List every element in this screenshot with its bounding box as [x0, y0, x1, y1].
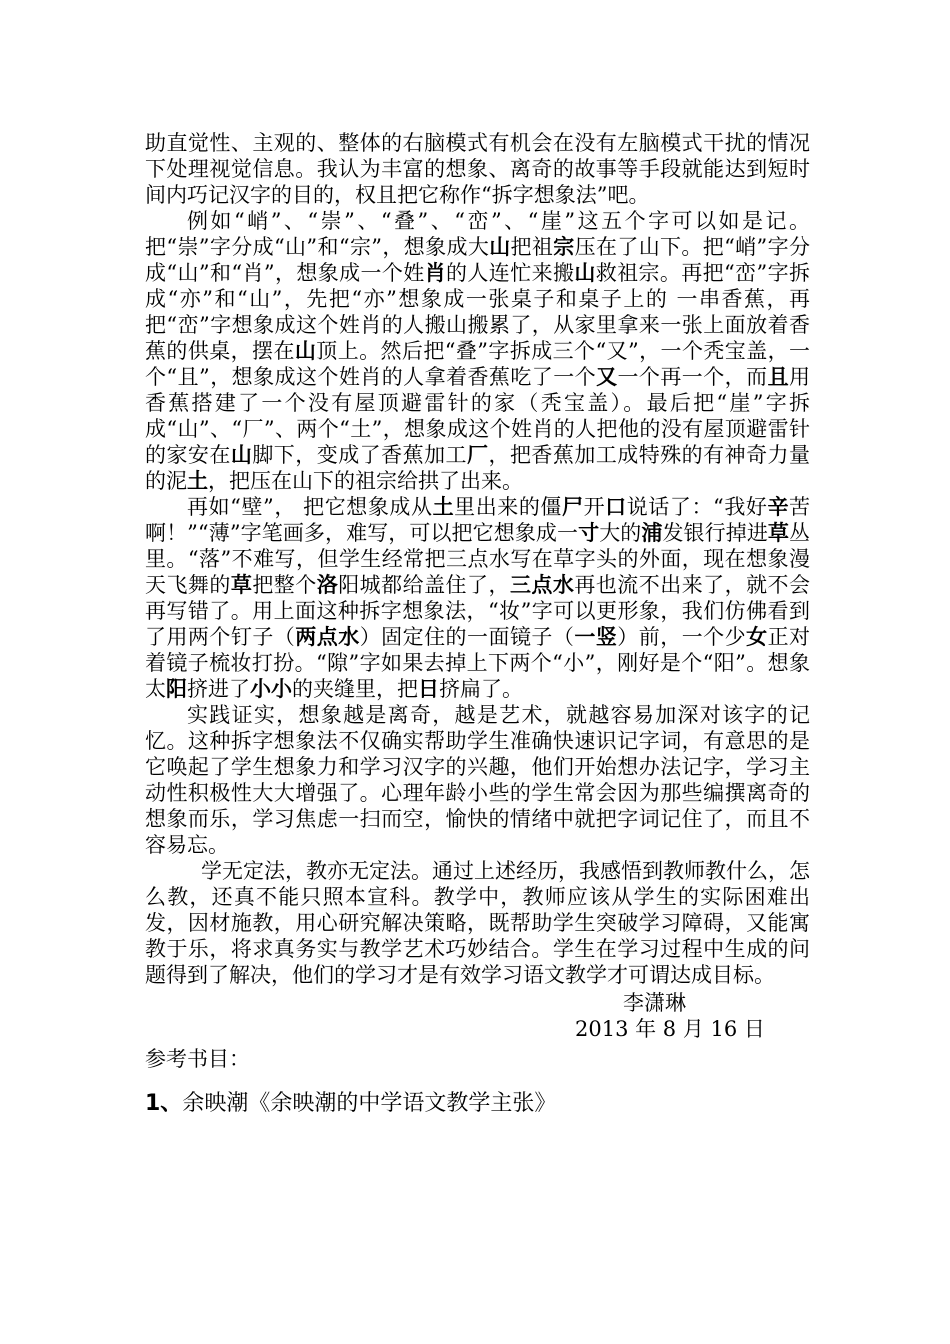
emphasized-character: 辛: [767, 495, 790, 519]
text-run: ，把香蕉加工成特殊的有神奇力量的泥: [145, 443, 811, 493]
emphasized-character: 尸: [562, 495, 584, 519]
body-text: [145, 130, 810, 988]
text-run: 压在了山下。把“峭”字分成“山”和“肖”，想象成一个姓: [145, 235, 811, 285]
text-run: 挤进了: [187, 677, 250, 701]
text-run: 学无定法，教亦无定法。通过上述经历，我感悟到教师教什么，怎么教，还真不能只照本宣科。教学中，教师应该从学生的实际困难出发，因材施教，用心研究解决策略，既帮助学生突破学习障碍，又能寓教于乐，将求真务实与教学艺术巧妙结合。学生在学习过程中生成的问题得到了解决，他们的学习才是有效学习语文教学才可谓达成目标。: [145, 859, 810, 987]
emphasized-character: 两点水: [295, 625, 360, 649]
text-run: 顶上。然后把“叠”字拆成三个“又”，一个秃宝盖，一个“且”，想象成这个姓肖的人拿着香蕉吃了一个: [145, 339, 811, 389]
emphasized-character: 三点水: [509, 573, 575, 597]
text-run: 的人连忙来搬: [446, 261, 575, 285]
text-run: 再也流不出来了，就不会再写错了。用上面这种拆字想象法，“妆”字可以更形象，我们仿佛看到了用两个钉子（: [145, 573, 811, 649]
emphasized-character: 寸: [578, 521, 600, 545]
text-run: 发银行掉进: [662, 521, 768, 545]
text-run: 说话了：“我好: [626, 495, 768, 519]
text-run: ）固定住的一面镜子（: [359, 625, 575, 649]
text-run: 的夹缝里，把: [292, 677, 418, 701]
text-run: 挤扁了。: [439, 677, 523, 701]
emphasized-character: 土: [187, 469, 208, 493]
emphasized-character: 土: [432, 495, 455, 519]
reference-number: 1、: [145, 1091, 183, 1116]
emphasized-character: 女: [746, 625, 768, 649]
emphasized-character: 山: [574, 261, 596, 285]
emphasized-character: 山: [294, 339, 317, 363]
text-run: 里出来的僵: [454, 495, 562, 519]
text-run: 脚下，变成了香蕉加工: [252, 443, 468, 467]
text-run: 把整个: [252, 573, 317, 597]
text-run: 正对着镜子梳妆打扮。“隙”字如果去掉上下两个“小”，刚好是个“阳”。想象太: [145, 625, 811, 701]
text-run: 再如“壁”， 把它想象成从: [187, 495, 433, 519]
text-run: 助直觉性、主观的、整体的右脑模式有机会在没有左脑模式干扰的情况下处理视觉信息。我认为丰富的想象、离奇的故事等手段就能达到短时间内巧记汉字的目的，权且把它称作“拆字想象法”吧。: [145, 131, 810, 207]
signature-date: 2013 年 8 月 16 日: [575, 1017, 765, 1041]
text-run: 实践证实，想象越是离奇，越是艺术，就越容易加深对该字的记忆。这种拆字想象法不仅确实帮助学生准确快速识记字词，有意思的是它唤起了学生想象力和学习汉字的兴趣，他们开始想办法记字，学习主动性积极性大大增强了。心理年龄小些的学生常会因为那些编撰离奇的想象而乐，学习焦虑一扫而空，愉快的情绪中就把字词记住了，而且不容易忘。: [145, 703, 810, 857]
paragraph: [145, 858, 810, 988]
emphasized-character: 口: [605, 495, 627, 519]
emphasized-character: 草: [767, 521, 790, 545]
emphasized-character: 洛: [316, 573, 339, 597]
emphasized-character: 宗: [553, 235, 575, 259]
references-heading: 参考书目：: [145, 1047, 250, 1071]
author-signature: 李潇琳: [623, 991, 686, 1015]
emphasized-character: 阳: [166, 677, 187, 701]
emphasized-character: 山: [489, 235, 511, 259]
text-run: ）前，一个少: [617, 625, 747, 649]
text-run: 丛里。“落”不难写，但学生经常把三点水写在草字头的外面，现在想象漫天飞舞的: [145, 521, 811, 597]
text-run: 例如“峭”、“崇”、“叠”、“峦”、“崖”这五个字可以如是记。把“崇”字分成“山”和“宗”，想象成大: [145, 209, 810, 259]
emphasized-character: 一竖: [574, 625, 618, 649]
text-run: 一个再一个，而: [617, 365, 768, 389]
document-page: [145, 130, 810, 1118]
text-run: 救祖宗。再把“峦”字拆成“亦”和“山”，先把“亦”想象成一张桌子和桌子上的 一串香蕉，再把“峦”字想象成这个姓肖的人搬山搬累了，从家里拿来一张上面放着香蕉的供桌，摆在: [145, 261, 811, 363]
emphasized-character: 浦: [641, 521, 663, 545]
text-run: 把祖: [510, 235, 554, 259]
paragraph: [145, 208, 810, 494]
reference-item: [145, 1090, 810, 1118]
paragraph: [145, 702, 810, 858]
text-run: ，把压在山下的祖宗给拱了出来。: [208, 469, 523, 493]
text-run: 苦啊！”“薄”字笔画多，难写，可以把它想象成一: [145, 495, 811, 545]
text-run: 开: [583, 495, 606, 519]
emphasized-character: 且: [767, 365, 789, 389]
text-run: 用香蕉搭建了一个没有屋顶避雷针的家（秃宝盖）。最后把“崖”字拆成“山”、“厂”、两个“土”，想象成这个姓肖的人把他的没有屋顶避雷针的家安在: [145, 365, 810, 467]
text-run: 大的: [599, 521, 642, 545]
emphasized-character: 日: [418, 677, 439, 701]
text-run: 阳城都给盖住了，: [338, 573, 510, 597]
emphasized-character: 又: [596, 365, 618, 389]
paragraph: [145, 494, 810, 702]
emphasized-character: 肖: [424, 261, 447, 285]
emphasized-character: 山: [230, 443, 253, 467]
reference-book-title: 《余映潮的中学语文教学主张》: [248, 1091, 557, 1116]
emphasized-character: 小小: [250, 677, 292, 701]
emphasized-character: 厂: [467, 443, 489, 467]
reference-author: 余映潮: [182, 1091, 249, 1116]
emphasized-character: 草: [230, 573, 253, 597]
paragraph: [145, 130, 810, 208]
